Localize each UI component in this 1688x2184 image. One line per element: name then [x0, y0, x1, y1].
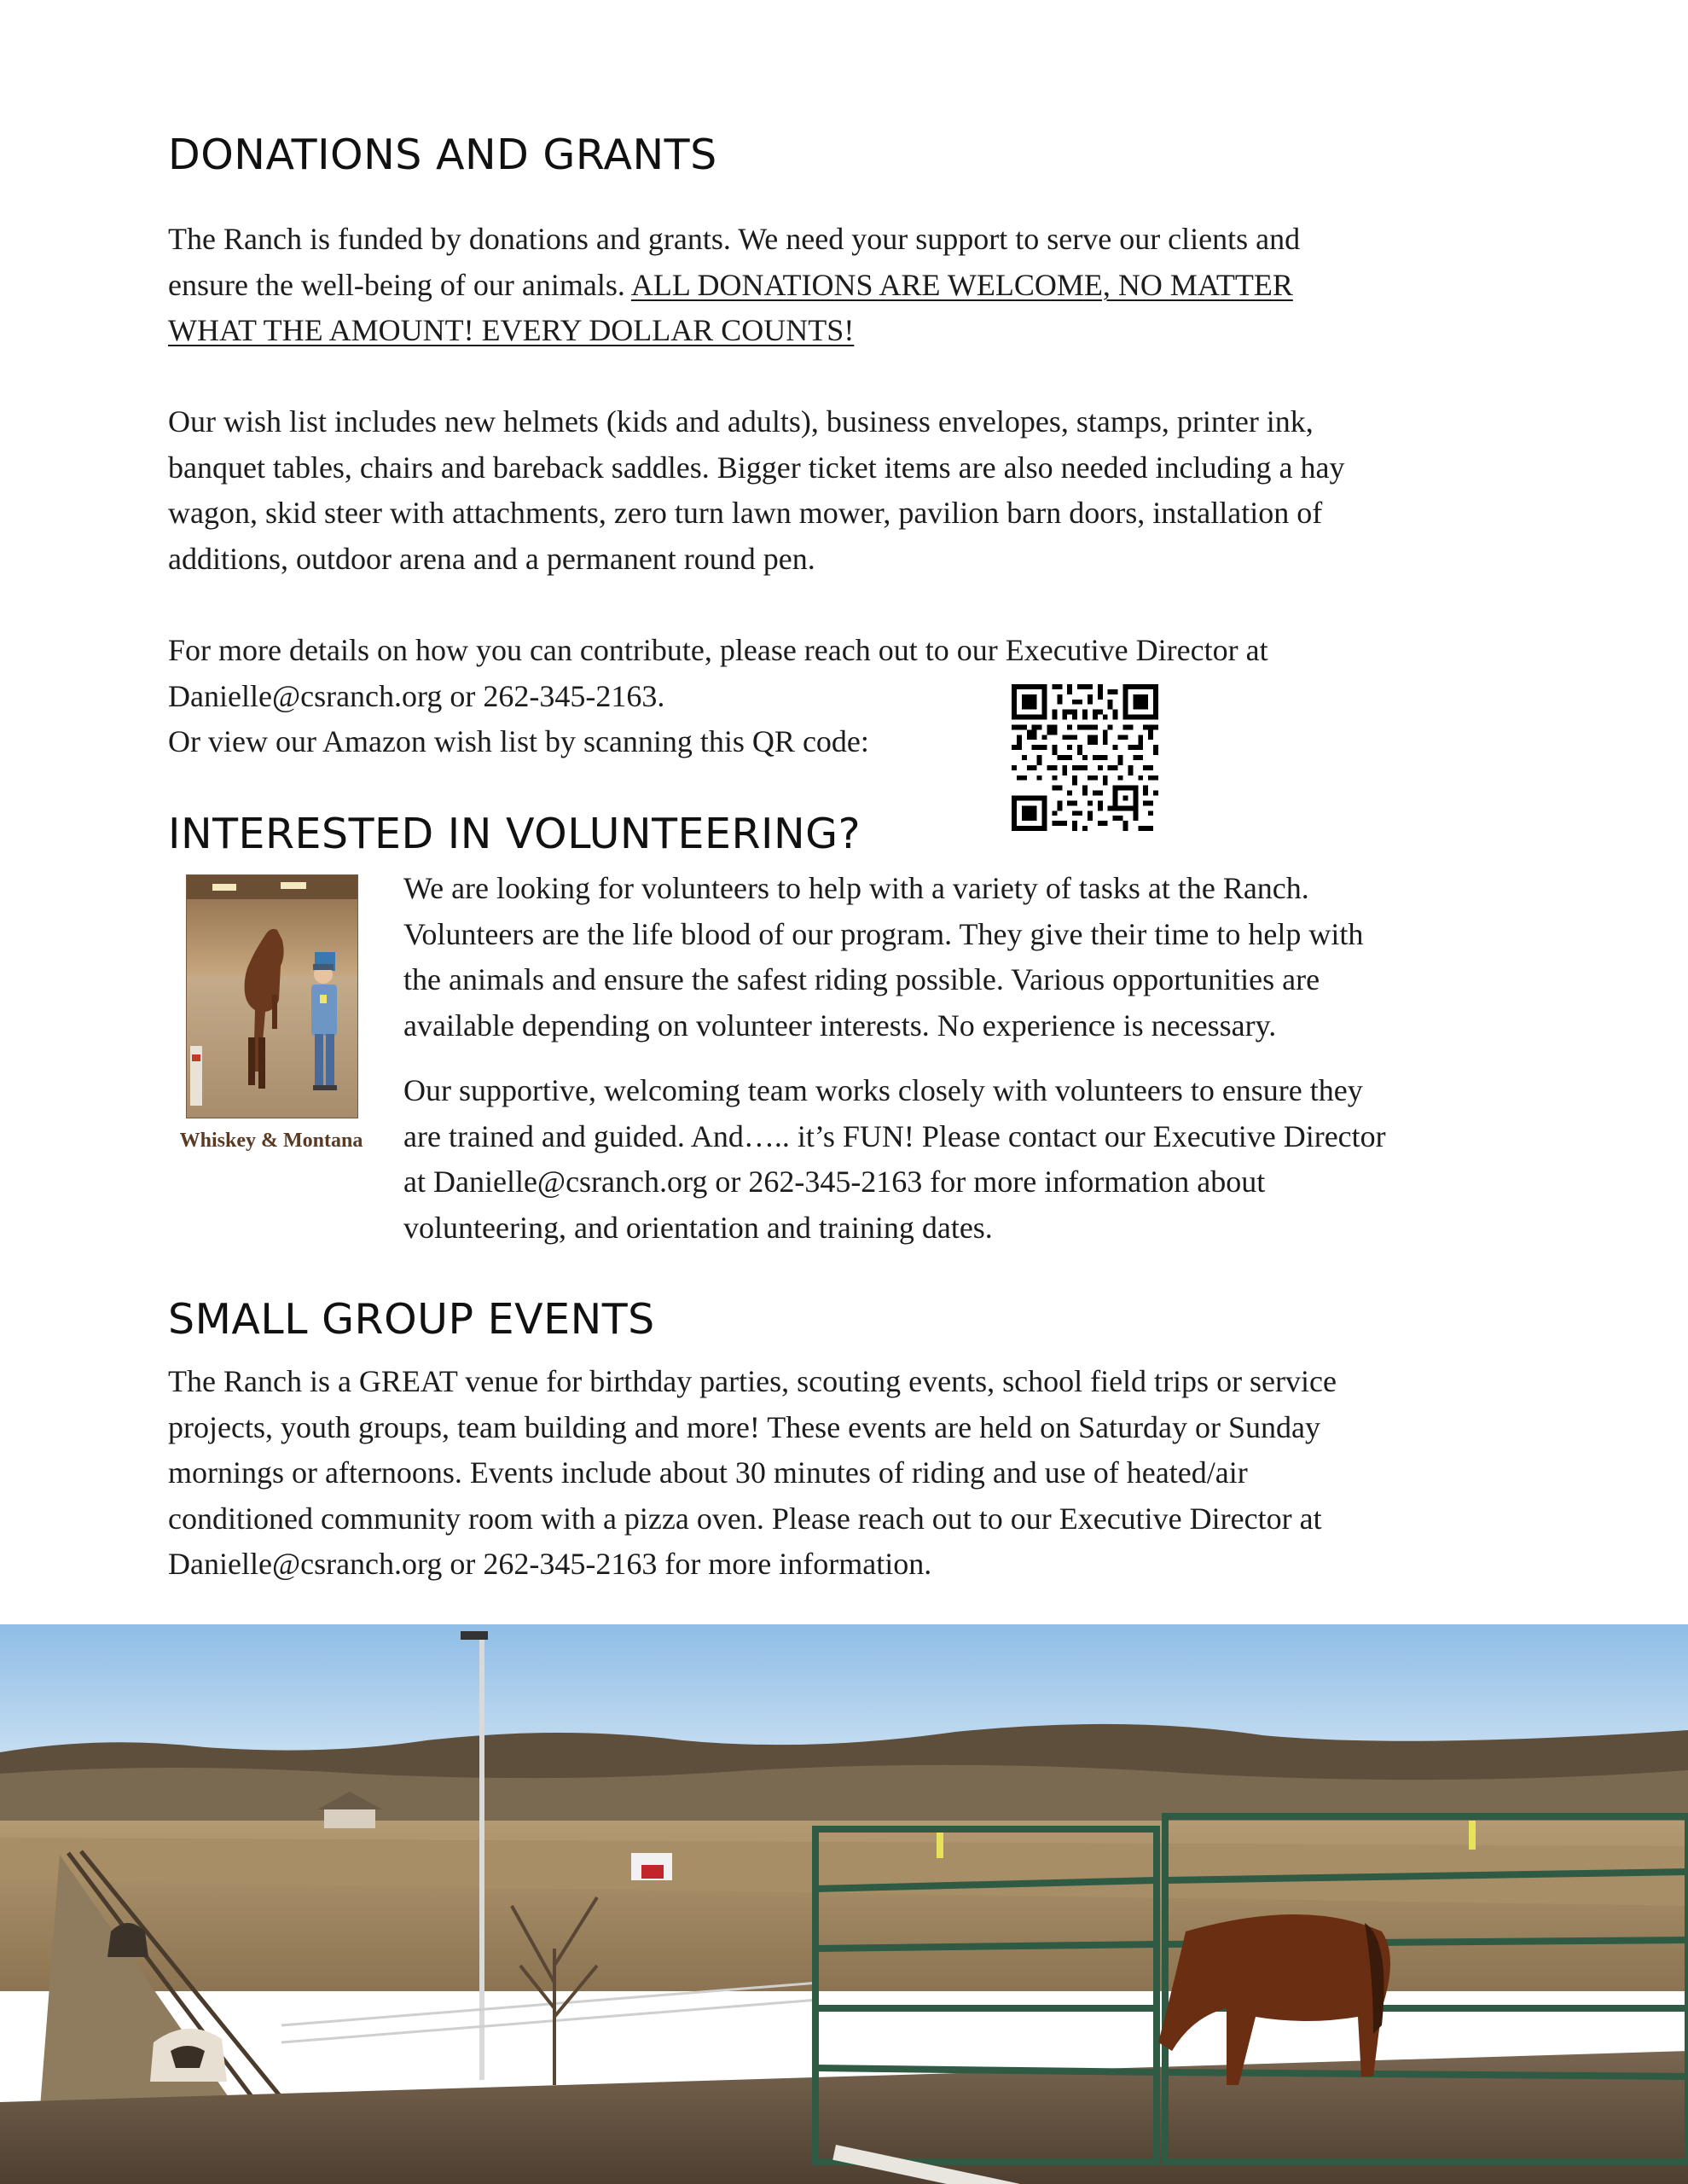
- wishlist-line: banquet tables, chairs and bareback saddles. Bigger ticket items are also needed including a hay: [168, 450, 1345, 485]
- contact-line: Danielle@csranch.org or 262-345-2163.: [168, 678, 665, 713]
- volunteer-line: Volunteers are the life blood of our program. They give their time to help with: [403, 916, 1364, 951]
- wishlist-line: Our wish list includes new helmets (kids and adults), business envelopes, stamps, printer ink,: [168, 404, 1314, 439]
- volunteering-heading: INTERESTED IN VOLUNTEERING?: [168, 810, 861, 858]
- volunteer-line: We are looking for volunteers to help with a variety of tasks at the Ranch.: [403, 871, 1309, 905]
- volunteer-line: the animals and ensure the safest riding possible. Various opportunities are: [403, 962, 1320, 996]
- events-paragraph: [168, 1359, 1337, 1588]
- events-line: projects, youth groups, team building and more! These events are held on Saturday or Sunday: [168, 1409, 1321, 1444]
- volunteer-line: Our supportive, welcoming team works closely with volunteers to ensure they: [403, 1073, 1363, 1107]
- volunteer-line: are trained and guided. And….. it’s FUN! Please contact our Executive Director: [403, 1118, 1386, 1153]
- donations-intro-line: The Ranch is funded by donations and grants. We need your support to serve our clients and: [168, 222, 1301, 256]
- donations-heading: DONATIONS AND GRANTS: [168, 131, 717, 179]
- volunteer-horse-photo: [186, 874, 358, 1118]
- amazon-wishlist-qr-code[interactable]: [1012, 684, 1158, 831]
- events-line: The Ranch is a GREAT venue for birthday parties, scouting events, school field trips or service: [168, 1364, 1337, 1398]
- photo-caption: Whiskey & Montana: [179, 1130, 363, 1152]
- events-heading: SMALL GROUP EVENTS: [168, 1295, 655, 1344]
- contact-line: For more details on how you can contribute, please reach out to our Executive Director at: [168, 633, 1268, 667]
- events-line: conditioned community room with a pizza oven. Please reach out to our Executive Director at: [168, 1501, 1322, 1536]
- wishlist-line: additions, outdoor arena and a permanent round pen.: [168, 541, 815, 576]
- donations-intro: [168, 217, 1300, 354]
- events-line: Danielle@csranch.org or 262-345-2163 for more information.: [168, 1547, 932, 1581]
- donations-intro-line: ensure the well-being of our animals.: [168, 267, 631, 302]
- donations-emphasis: WHAT THE AMOUNT! EVERY DOLLAR COUNTS!: [168, 313, 855, 347]
- ranch-landscape-photo: [0, 1624, 1688, 2184]
- volunteering-paragraph-1: [403, 866, 1363, 1048]
- volunteer-line: volunteering, and orientation and training dates.: [403, 1210, 993, 1245]
- events-line: mornings or afternoons. Events include about 30 minutes of riding and use of heated/air: [168, 1455, 1248, 1490]
- volunteering-paragraph-2: [403, 1068, 1386, 1251]
- wishlist-paragraph: [168, 399, 1345, 582]
- contact-line: Or view our Amazon wish list by scanning this QR code:: [168, 724, 869, 758]
- wishlist-line: wagon, skid steer with attachments, zero turn lawn mower, pavilion barn doors, installation of: [168, 496, 1323, 530]
- volunteer-line: available depending on volunteer interests. No experience is necessary.: [403, 1008, 1277, 1043]
- donations-emphasis: ALL DONATIONS ARE WELCOME, NO MATTER: [630, 267, 1293, 302]
- volunteer-line: at Danielle@csranch.org or 262-345-2163 for more information about: [403, 1165, 1266, 1199]
